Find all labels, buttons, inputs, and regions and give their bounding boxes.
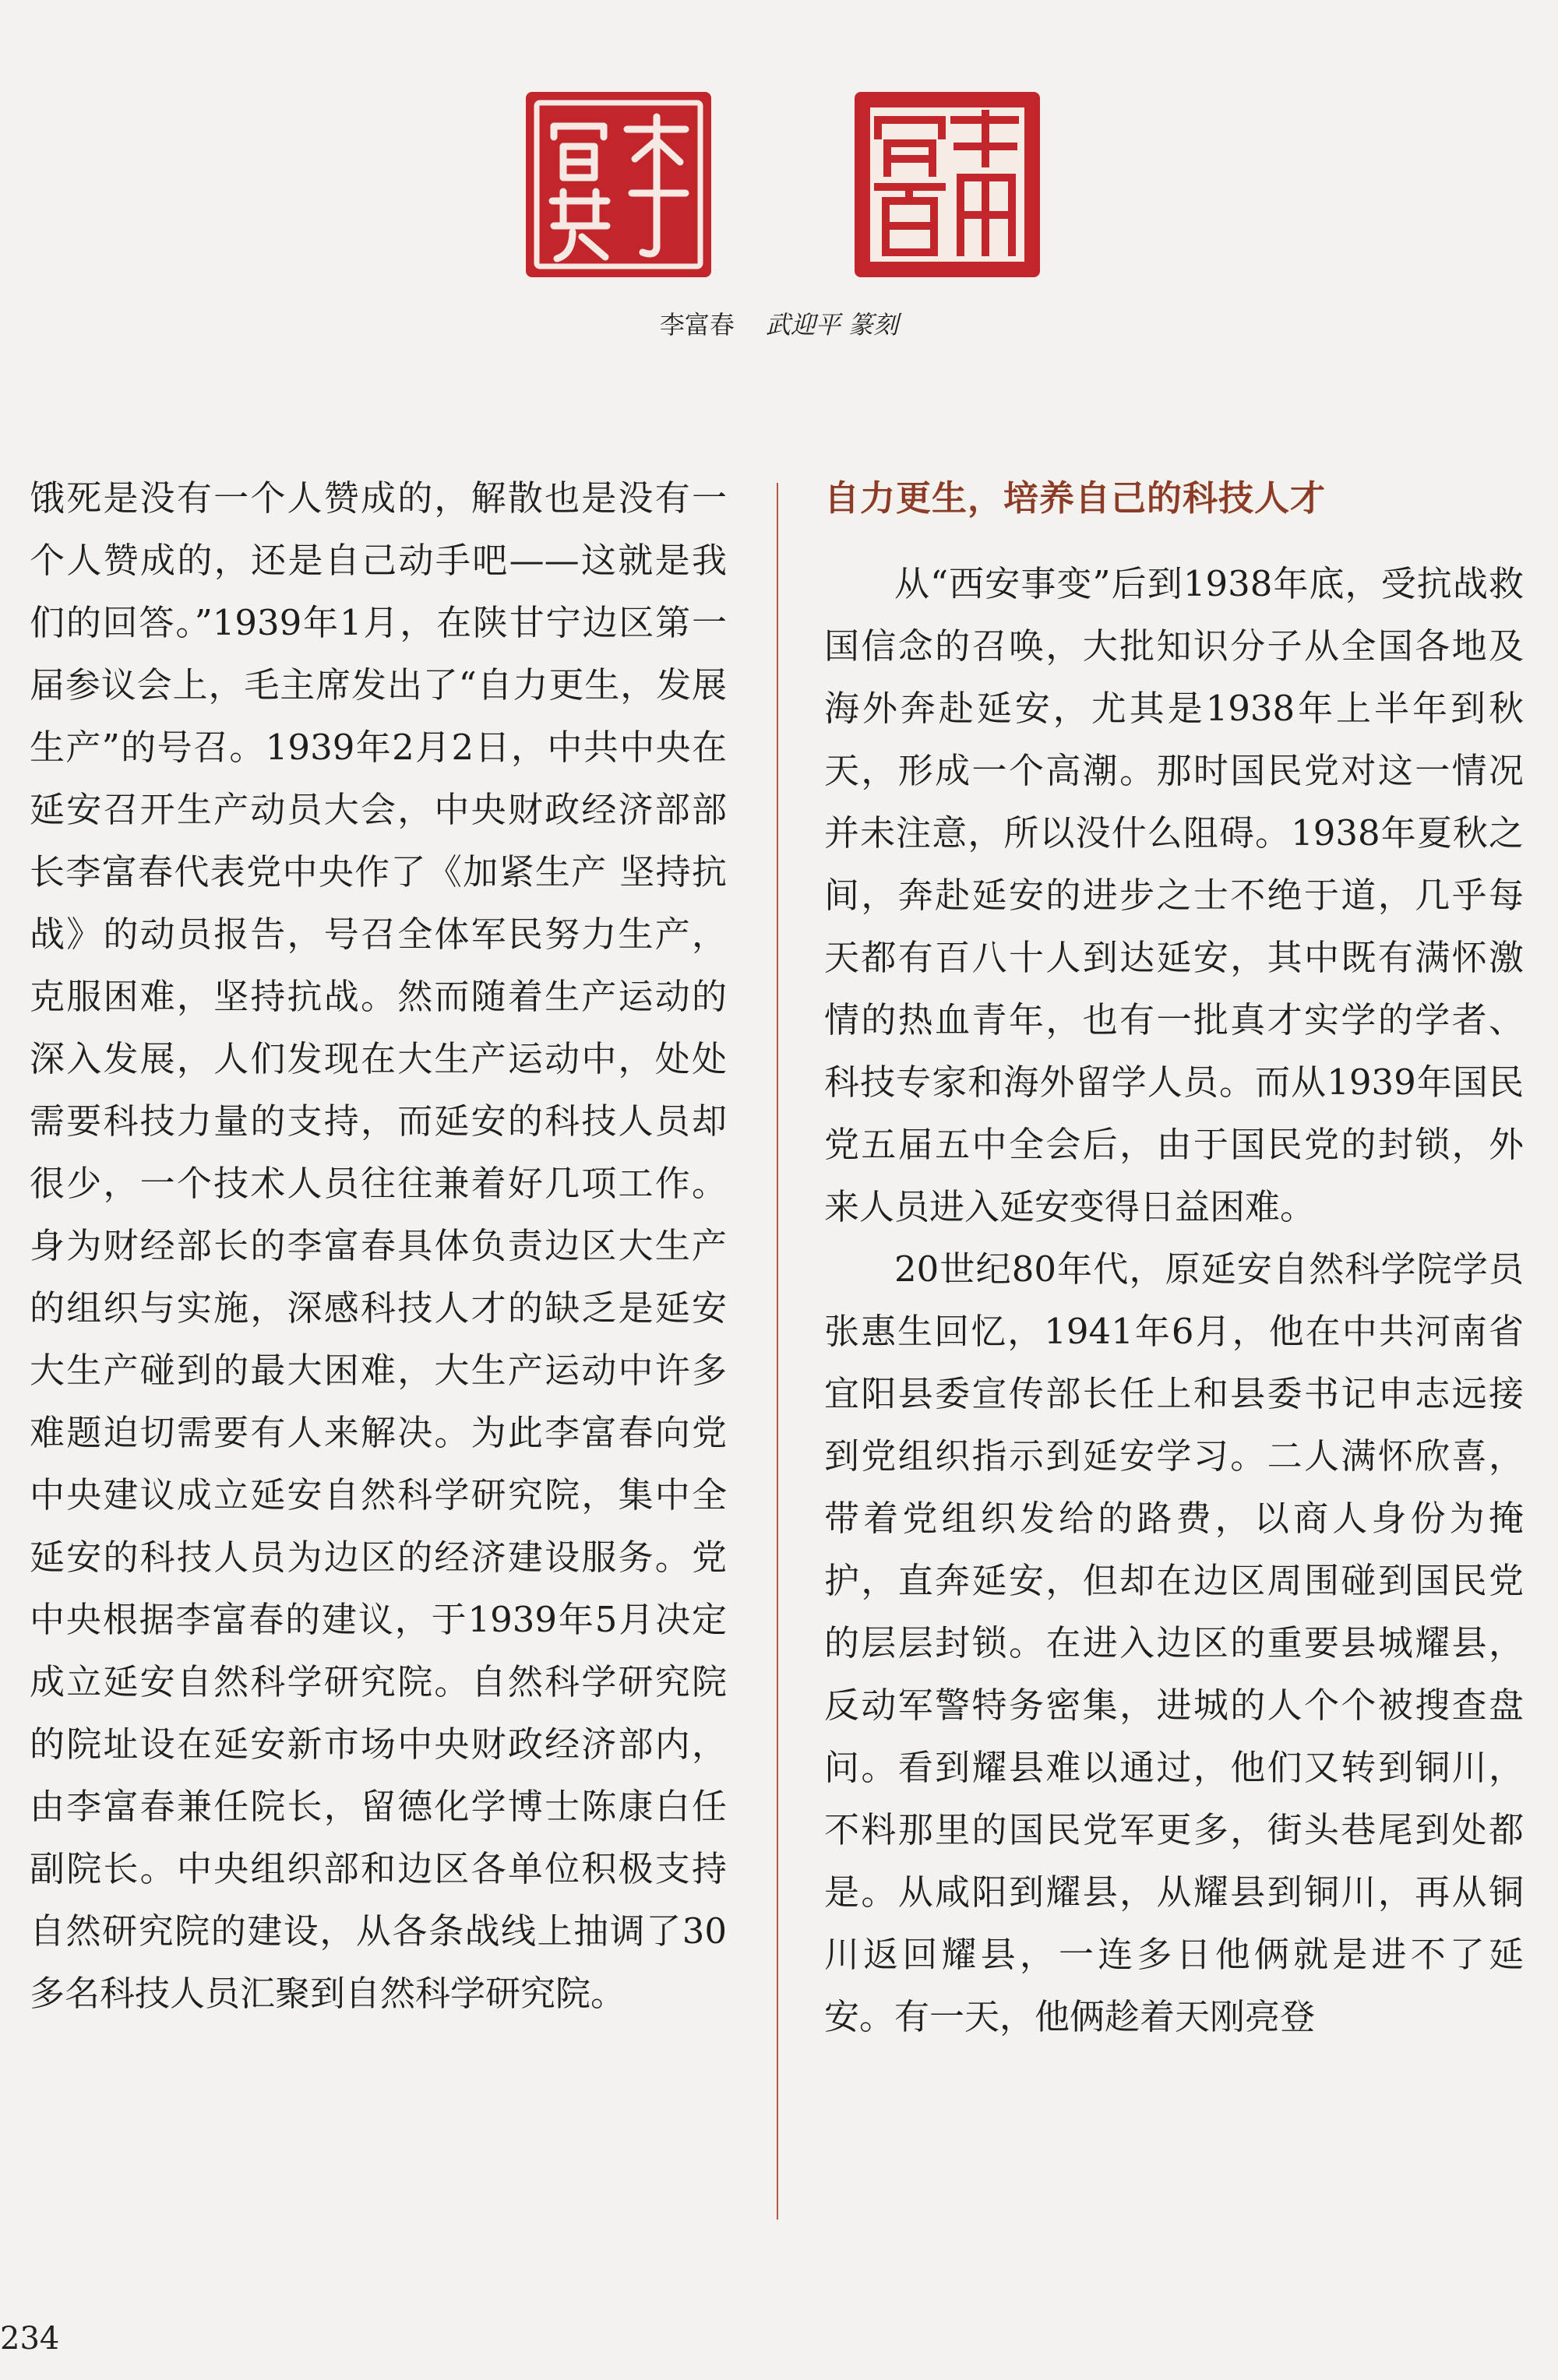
seal-caption [0, 305, 1558, 341]
caption-name: 李富春 [659, 310, 735, 340]
body-paragraph: 从“西安事变”后到1938年底，受抗战救国信念的召唤，大批知识分子从全国各地及海外奔赴延安，尤其是1938年上半年到秋天，形成一个高潮。那时国民党对这一情况并未注意，所以没什么阻碍。1938年夏秋之间，奔赴延安的进步之士不绝于道，几乎每天都有百八十人到达延安，其中既有满怀激情的热血青年，也有一批真才实学的学者、科技专家和海外留学人员。而从1939年国民党五届五中全会后，由于国民党的封锁，外来人员进入延安变得日益困难。 [824, 563, 1524, 1227]
right-column [824, 467, 1524, 2048]
seal-right [855, 92, 1040, 277]
column-divider [777, 483, 778, 2220]
body-paragraph: 饿死是没有一个人赞成的，解散也是没有一个人赞成的，还是自己动手吧——这就是我们的回答。”1939年1月，在陕甘宁边区第一届参议会上，毛主席发出了“自力更生，发展生产”的号召。1939年2月2日，中共中央在延安召开生产动员大会，中央财政经济部部长李富春代表党中央作了《加紧生产 坚持抗战》的动员报告，号召全体军民努力生产，克服困难，坚持抗战。然而随着生产运动的深入发展，人们发现在大生产运动中，处处需要科技力量的支持，而延安的科技人员却很少，一个技术人员往往兼着好几项工作。身为财经部长的李富春具体负责边区大生产的组织与实施，深感科技人才的缺乏是延安大生产碰到的最大困难，大生产运动中许多难题迫切需要有人来解决。为此李富春向党中央建议成立延安自然科学研究院，集中全延安的科技人员为边区的经济建设服务。党中央根据李富春的建议，于1939年5月决定成立延安自然科学研究院。自然科学研究院的院址设在延安新市场中央财政经济部内，由李富春兼任院长，留德化学博士陈康白任副院长。中央组织部和边区各单位积极支持自然研究院的建设，从各条战线上抽调了30多名科技人员汇聚到自然科学研究院。 [30, 477, 727, 2014]
seal-right-characters [855, 92, 1040, 277]
caption-artist: 武迎平 篆刻 [765, 310, 899, 340]
seal-left [526, 92, 711, 277]
section-heading: 自力更生，培养自己的科技人才 [824, 477, 1327, 519]
left-column [30, 467, 727, 2025]
body-paragraph: 20世纪80年代，原延安自然科学院学员张惠生回忆，1941年6月，他在中共河南省宜阳县委宣传部长任上和县委书记申志远接到党组织指示到延安学习。二人满怀欣喜，带着党组织发给的路费，以商人身份为掩护，直奔延安，但却在边区周围碰到国民党的层层封锁。在进入边区的重要县城耀县，反动军警特务密集，进城的人个个被搜查盘问。看到耀县难以通过，他们又转到铜川，不料那里的国民党军更多，街头巷尾到处都是。从咸阳到耀县，从耀县到铜川，再从铜川返回耀县，一连多日他俩就是进不了延安。有一天，他俩趁着天刚亮登 [824, 1248, 1524, 2037]
seal-left-characters [526, 92, 711, 277]
page-number: 234 [0, 2321, 60, 2357]
